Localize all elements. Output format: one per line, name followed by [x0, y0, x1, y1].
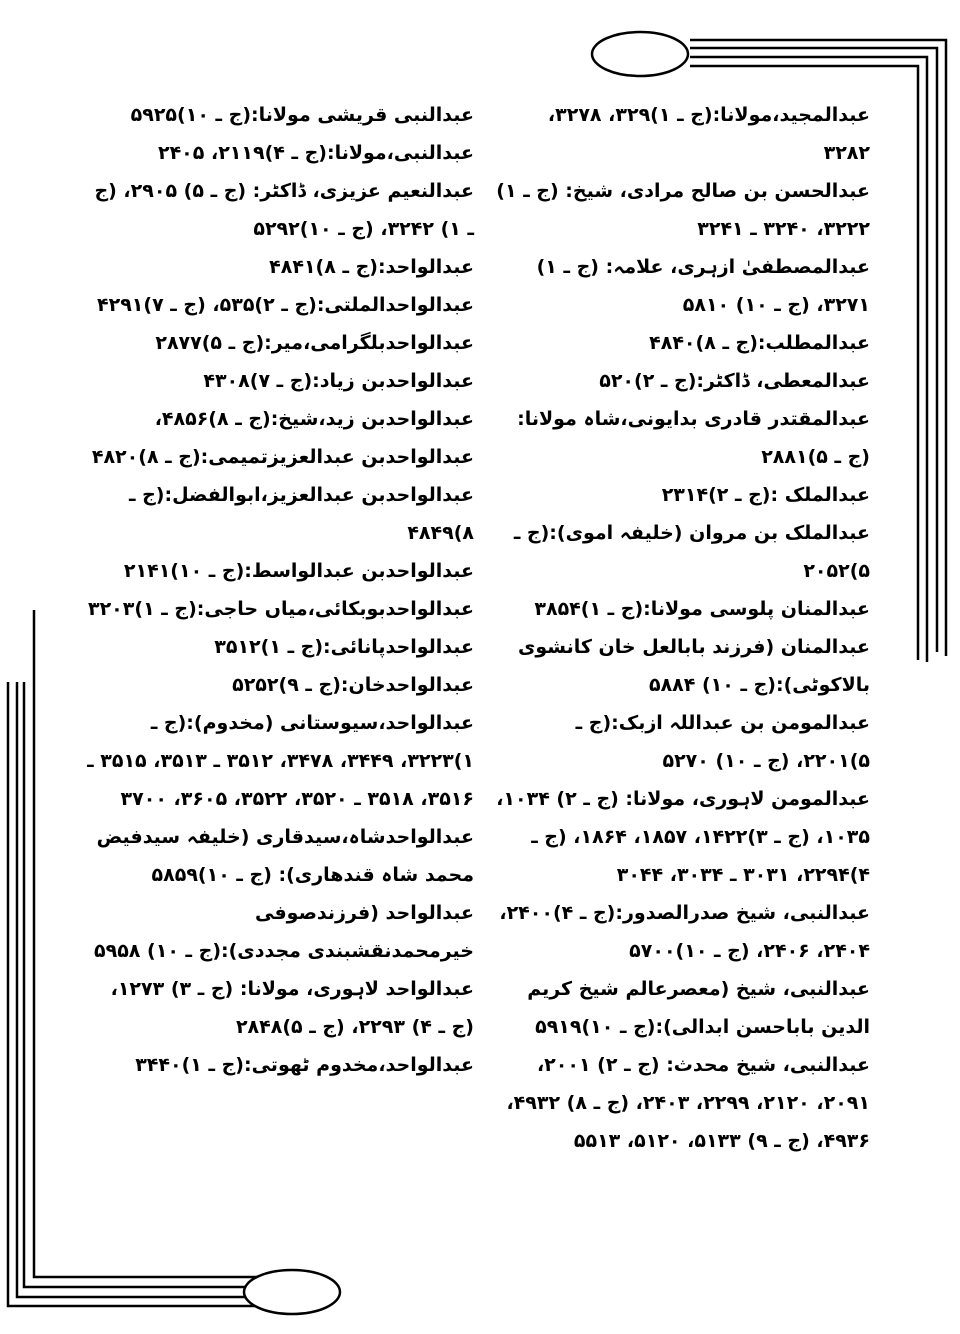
index-entry: عبدالنعیم عزیزی، ڈاکٹر: (ج ـ ۵) ۲۹۰۵، (ج ـ ۱) ۳۲۴۲، (ج ـ ۱۰)۵۲۹۲ — [94, 180, 474, 240]
index-entry: عبدالواحد:(ج ـ ۸)۴۸۴۱ — [269, 256, 474, 278]
index-entry: عبدالحسن بن صالح مرادی، شیخ: (ج ـ ۱) ۳۲۲۲، ۳۲۴۰ ـ ۳۲۴۱ — [496, 180, 870, 240]
index-column-left — [82, 96, 474, 1084]
index-entry: عبدالمنان (فرزند بابالعل خان کانشوی بالاکوٹی):(ج ـ ۱۰) ۵۸۸۴ — [517, 636, 870, 696]
index-entry: عبدالواحدخان:(ج ـ ۹)۵۲۵۲ — [232, 674, 474, 696]
index-entry: عبدالواحدبن زید،شیخ:(ج ـ ۸)۴۸۵۶، — [154, 408, 474, 430]
index-entry: عبدالواحدبوبکائی،میاں حاجی:(ج ـ ۱)۳۲۰۳ — [87, 598, 474, 620]
index-entry: عبدالمنان پلوسی مولانا:(ج ـ ۱)۳۸۵۴ — [534, 598, 870, 620]
index-entry: عبدالمومن لاہوری، مولانا: (ج ـ ۲) ۱۰۳۴، ۱۰۳۵، (ج ـ ۳)۱۴۲۲، ۱۸۵۷، ۱۸۶۴، (ج ـ ۴)۲۲۹۴، ۳۰۳۱ ـ ۳۰۳۴، ۳۰۴۴ — [496, 788, 870, 886]
index-entry: عبدالملک بن مروان (خلیفہ اموی):(ج ـ ۵)۲۰۵۲ — [513, 522, 870, 582]
index-entry: عبدالواحدبن زیاد:(ج ـ ۷)۴۳۰۸ — [203, 370, 474, 392]
index-entry: عبدالواحد (فرزندصوفی خیرمحمدنقشبندی مجددی):(ج ـ ۱۰) ۵۹۵۸ — [94, 902, 474, 962]
index-entry: عبدالمصطفیٰ ازہری، علامہ: (ج ـ ۱) ۳۲۷۱، (ج ـ ۱۰) ۵۸۱۰ — [536, 256, 870, 316]
index-entry: عبدالواحدبن عبدالعزیزتمیمی:(ج ـ ۸)۴۸۲۰ — [91, 446, 474, 468]
index-entry: عبدالواحدبن عبدالواسط:(ج ـ ۱۰)۲۱۴۱ — [123, 560, 474, 582]
index-entry: عبدالواحد،مخدوم ٹھوتی:(ج ـ ۱)۳۴۴۰ — [135, 1054, 474, 1076]
index-entry: عبدالواحد لاہوری، مولانا: (ج ـ ۳) ۱۲۷۳، (ج ـ ۴) ۲۲۹۳، (ج ـ ۵)۲۸۴۸ — [110, 978, 474, 1038]
index-entry: عبدالمجید،مولانا:(ج ـ ۱)۳۲۹، ۳۲۷۸، ۳۲۸۲ — [547, 104, 870, 164]
index-entry: عبدالمطلب:(ج ـ ۸)۴۸۴۰ — [649, 332, 870, 354]
index-entry: عبدالنبی قریشی مولانا:(ج ـ ۱۰)۵۹۲۵ — [130, 104, 474, 126]
index-entry: عبدالواحدشاہ،سیدقاری (خلیفہ سیدفیض محمد شاہ قندھاری): (ج ـ ۱۰)۵۸۵۹ — [96, 826, 474, 886]
index-entry: عبدالملک :(ج ـ ۲)۲۳۱۴ — [661, 484, 870, 506]
index-column-right — [496, 96, 870, 1160]
index-entry: عبدالواحدپانائی:(ج ـ ۱)۳۵۱۲ — [214, 636, 474, 658]
index-entry: عبدالمعطی، ڈاکٹر:(ج ـ ۲)۵۲۰ — [599, 370, 870, 392]
index-entry: عبدالمقتدر قادری بدایونی،شاہ مولانا:(ج ـ ۵)۲۸۸۱ — [517, 408, 870, 468]
bottom-ornament-oval — [244, 1270, 340, 1314]
index-entry: عبدالمومن بن عبداللہ ازبک:(ج ـ ۵)۲۲۰۱، (ج ـ ۱۰) ۵۲۷۰ — [575, 712, 870, 772]
index-entry: عبدالواحدالملتی:(ج ـ ۲)۵۳۵، (ج ـ ۷)۴۲۹۱ — [97, 294, 474, 316]
index-entry: عبدالنبی، شیخ محدث: (ج ـ ۲) ۲۰۰۱، ۲۰۹۱، ۲۱۲۰، ۲۲۹۹، ۲۴۰۳، (ج ـ ۸) ۴۹۳۲، ۴۹۳۶، (ج ـ ۹) ۵۱۳۳، ۵۱۲۰، ۵۵۱۳ — [506, 1054, 870, 1152]
index-entry: عبدالنبی، شیخ صدرالصدور:(ج ـ ۴)۲۴۰۰، ۲۴۰۴، ۲۴۰۶، (ج ـ ۱۰)۵۷۰۰ — [499, 902, 870, 962]
index-entry: عبدالنبی، شیخ (معصرعالم شیخ کریم الدین باباحسن ابدالی):(ج ـ ۱۰)۵۹۱۹ — [527, 978, 870, 1038]
index-entry: عبدالواحدبن عبدالعزیز،ابوالفضل:(ج ـ ۸)۴۸۴۹ — [128, 484, 474, 544]
top-ornament-oval — [592, 32, 688, 76]
index-entry: عبدالواحد،سیوستانی (مخدوم):(ج ـ ۱)۳۲۲۳، ۳۴۴۹، ۳۴۷۸، ۳۵۱۲ ـ ۳۵۱۳، ۳۵۱۵ ـ ۳۵۱۶، ۳۵۱۸ ـ ۳۵۲۰، ۳۵۲۲، ۳۶۰۵، ۳۷۰۰ — [87, 712, 474, 810]
index-entry: عبدالواحدبلگرامی،میر:(ج ـ ۵)۲۸۷۷ — [155, 332, 474, 354]
index-entry: عبدالنبی،مولانا:(ج ـ ۴)۲۱۱۹، ۲۴۰۵ — [157, 142, 474, 164]
